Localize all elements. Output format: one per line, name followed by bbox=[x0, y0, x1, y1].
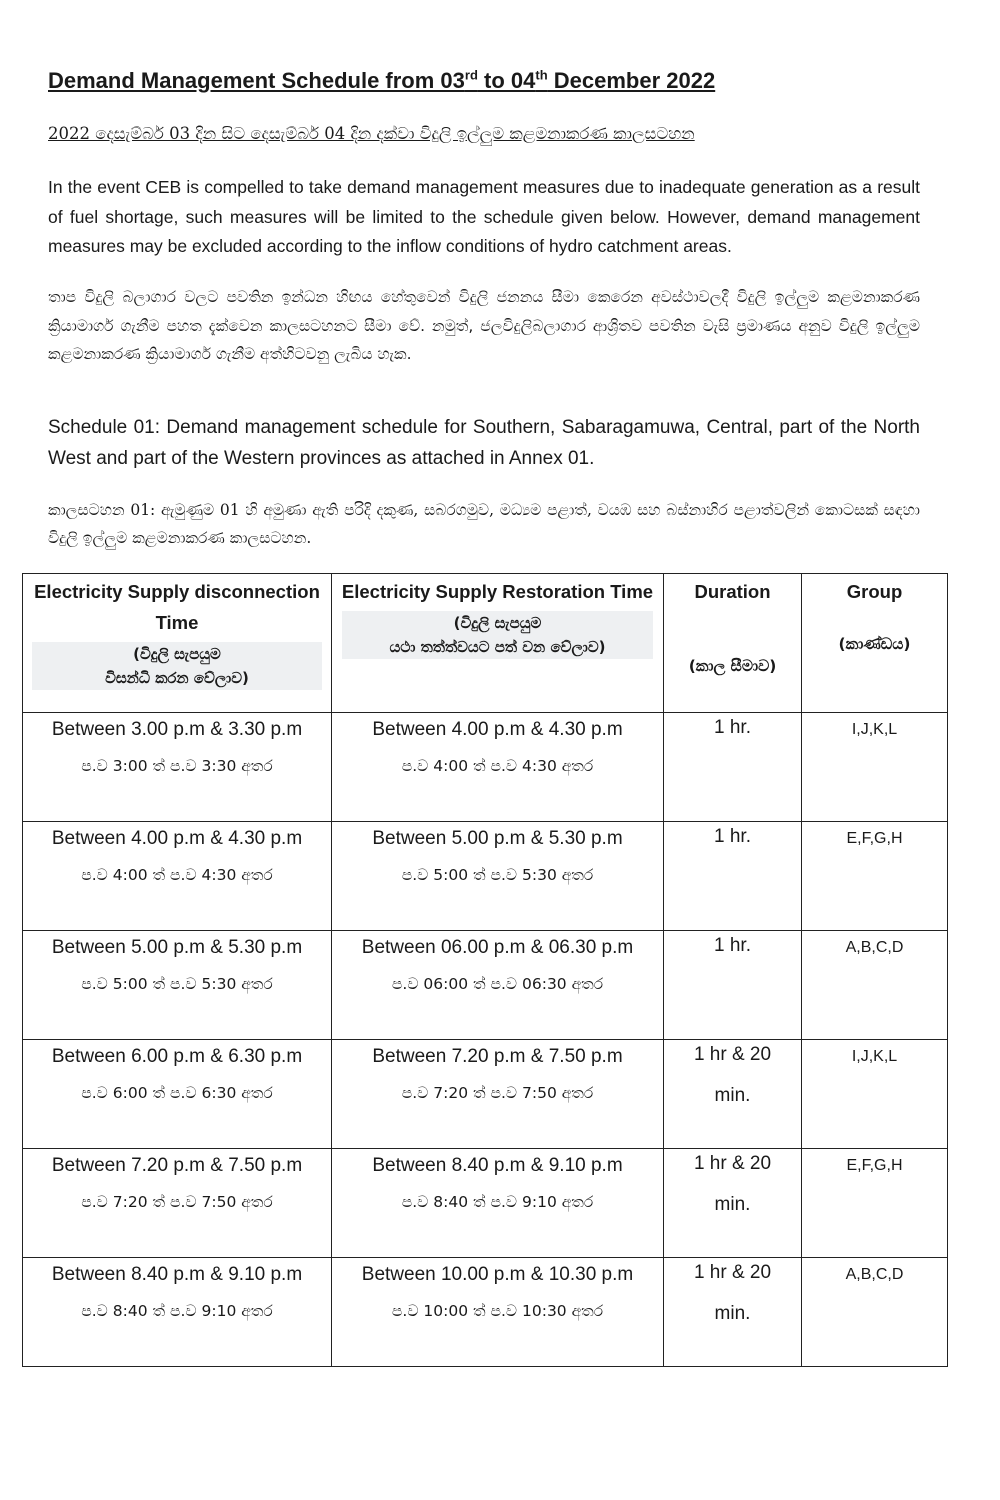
restoration-cell bbox=[332, 1258, 664, 1367]
group-value: E,F,G,H bbox=[846, 1157, 903, 1174]
table-header-row bbox=[23, 574, 948, 713]
group-cell bbox=[802, 1149, 948, 1258]
disconnection-time-sinhala: ප.ව 5:00 ත් ප.ව 5:30 අතර bbox=[81, 975, 273, 993]
restoration-time: Between 06.00 p.m & 06.30 p.m bbox=[361, 937, 634, 958]
group-value: I,J,K,L bbox=[851, 721, 898, 738]
duration-value: 1 hr. bbox=[714, 935, 751, 956]
schedule-description-english: Schedule 01: Demand management schedule for Southern, Sabaragamuwa, Central, part of the North West and part of the Western provinces as attached in Annex 01. bbox=[48, 417, 920, 469]
header-restoration-label-sinhala bbox=[342, 611, 653, 659]
title-superscript-th: th bbox=[535, 67, 548, 83]
restoration-time: Between 7.20 p.m & 7.50 p.m bbox=[372, 1046, 623, 1067]
disconnection-cell bbox=[23, 713, 332, 822]
restoration-time-sinhala: ප.ව 4:00 ත් ප.ව 4:30 අතර bbox=[401, 757, 594, 775]
restoration-cell bbox=[332, 1040, 664, 1149]
duration-cell bbox=[664, 1258, 802, 1367]
duration-value: 1 hr & 20 min. bbox=[693, 1044, 772, 1106]
table-row bbox=[23, 713, 948, 822]
disconnection-time: Between 7.20 p.m & 7.50 p.m bbox=[51, 1155, 303, 1176]
duration-value: 1 hr & 20 min. bbox=[693, 1262, 772, 1324]
restoration-time-sinhala: ප.ව 06:00 ත් ප.ව 06:30 අතර bbox=[391, 975, 604, 993]
disconnection-cell bbox=[23, 822, 332, 931]
duration-cell bbox=[664, 822, 802, 931]
disconnection-cell bbox=[23, 1149, 332, 1258]
page-subtitle-sinhala: 2022 දෙසැම්බර් 03 දින සිට දෙසැම්බර් 04 දින දක්වා විදුලි ඉල්ලුම කළමනාකරණ කාලසටහන bbox=[48, 124, 695, 143]
restoration-cell bbox=[332, 822, 664, 931]
header-group-label-sinhala: (කාණ්ඩය) bbox=[838, 635, 911, 653]
header-disconnection-sinhala-line-1: (විදුලි සැපයුම bbox=[133, 645, 221, 663]
disconnection-time: Between 6.00 p.m & 6.30 p.m bbox=[51, 1046, 303, 1067]
title-text-end: December 2022 bbox=[547, 68, 716, 93]
schedule-description-sinhala: කාලසටහන 01: ඇමුණුම 01 හි අමුණා ඇති පරිදි දකුණ, සබරගමුව, මධ්‍යම පළාත්, වයඹ සහ බස්නාහිර පළාත්වලින් කොටසක් සඳහා විදුලි ඉල්ලුම කළමනාකරණ කාලසටහන. bbox=[48, 501, 920, 547]
disconnection-time: Between 8.40 p.m & 9.10 p.m bbox=[51, 1264, 303, 1285]
disconnection-time-sinhala: ප.ව 8:40 ත් ප.ව 9:10 අතර bbox=[81, 1302, 273, 1320]
duration-value: 1 hr. bbox=[714, 717, 751, 738]
disconnection-time-sinhala: ප.ව 7:20 ත් ප.ව 7:50 අතර bbox=[81, 1193, 273, 1211]
restoration-time: Between 4.00 p.m & 4.30 p.m bbox=[372, 719, 623, 740]
restoration-time: Between 10.00 p.m & 10.30 p.m bbox=[361, 1264, 634, 1285]
restoration-time-sinhala: ප.ව 10:00 ත් ප.ව 10:30 අතර bbox=[391, 1302, 604, 1320]
title-superscript-rd: rd bbox=[464, 67, 478, 83]
table-row bbox=[23, 1040, 948, 1149]
duration-value: 1 hr. bbox=[714, 826, 751, 847]
disconnection-time: Between 5.00 p.m & 5.30 p.m bbox=[51, 937, 303, 958]
restoration-time-sinhala: ප.ව 7:20 ත් ප.ව 7:50 අතර bbox=[401, 1084, 594, 1102]
title-text-middle: to 04 bbox=[477, 68, 536, 93]
duration-cell bbox=[664, 1040, 802, 1149]
disconnection-time-sinhala: ප.ව 4:00 ත් ප.ව 4:30 අතර bbox=[81, 866, 273, 884]
page-title bbox=[48, 68, 715, 94]
group-value: I,J,K,L bbox=[851, 1048, 898, 1065]
disconnection-time: Between 4.00 p.m & 4.30 p.m bbox=[51, 828, 303, 849]
intro-paragraph-english: In the event CEB is compelled to take demand management measures due to inadequate generation as a result of fuel shortage, such measures will be limited to the schedule given below. However, demand management measures may be excluded according to the inflow conditions of hydro catchment areas. bbox=[48, 177, 920, 256]
restoration-time-sinhala: ප.ව 8:40 ත් ප.ව 9:10 අතර bbox=[401, 1193, 594, 1211]
disconnection-cell bbox=[23, 1040, 332, 1149]
header-group bbox=[802, 574, 948, 713]
header-restoration-sinhala-line-2: යථා තත්ත්වයට පත් වන වේලාව) bbox=[389, 638, 606, 656]
schedule-table bbox=[22, 573, 948, 1367]
header-duration bbox=[664, 574, 802, 713]
restoration-cell bbox=[332, 713, 664, 822]
header-restoration-sinhala-line-1: (විදුලි සැපයුම bbox=[453, 614, 542, 632]
group-cell bbox=[802, 713, 948, 822]
header-group-label: Group bbox=[846, 581, 903, 602]
header-duration-label: Duration bbox=[694, 581, 771, 602]
header-duration-label-sinhala: (කාල සීමාව) bbox=[688, 657, 777, 675]
header-disconnection-sinhala-line-2: විසන්ධි කරන වේලාව) bbox=[105, 669, 249, 687]
restoration-time: Between 8.40 p.m & 9.10 p.m bbox=[372, 1155, 623, 1176]
table-row bbox=[23, 931, 948, 1040]
header-disconnection-label-sinhala bbox=[32, 642, 322, 690]
restoration-cell bbox=[332, 1149, 664, 1258]
group-cell bbox=[802, 931, 948, 1040]
restoration-time-sinhala: ප.ව 5:00 ත් ප.ව 5:30 අතර bbox=[401, 866, 594, 884]
duration-cell bbox=[664, 1149, 802, 1258]
disconnection-cell bbox=[23, 931, 332, 1040]
restoration-time: Between 5.00 p.m & 5.30 p.m bbox=[372, 828, 623, 849]
disconnection-time-sinhala: ප.ව 6:00 ත් ප.ව 6:30 අතර bbox=[81, 1084, 273, 1102]
header-disconnection-time bbox=[23, 574, 332, 713]
group-cell bbox=[802, 1258, 948, 1367]
group-value: E,F,G,H bbox=[846, 830, 903, 847]
duration-cell bbox=[664, 931, 802, 1040]
table-row bbox=[23, 822, 948, 931]
group-value: A,B,C,D bbox=[845, 1266, 904, 1283]
table-row bbox=[23, 1149, 948, 1258]
header-disconnection-label: Electricity Supply disconnection Time bbox=[34, 581, 320, 633]
table-row bbox=[23, 1258, 948, 1367]
intro-paragraph-sinhala: තාප විදුලි බලාගාර වලට පවතින ඉන්ධන හිඟය හේතුවෙන් විදුලි ජනනය සීමා කෙරෙන අවස්ථාවලදී විදුලි ඉල්ලුම කළමනාකරණ ක්‍රියාමාර්ග ගැනීම පහත දැක්වෙන කාලසටහනට සීමා වේ. නමුත්, ජලවිදුලිබලාගාර ආශ්‍රිතව පවතින වැසි ප්‍රමාණය අනුව විදුලි ඉල්ලුම කළමනාකරණ ක්‍රියාමාර්ග ගැනීම අත්හිටවනු ලැබිය හැක. bbox=[48, 288, 920, 363]
title-text-start: Demand Management Schedule from 03 bbox=[48, 68, 465, 93]
disconnection-cell bbox=[23, 1258, 332, 1367]
disconnection-time-sinhala: ප.ව 3:00 ත් ප.ව 3:30 අතර bbox=[81, 757, 273, 775]
group-cell bbox=[802, 822, 948, 931]
restoration-cell bbox=[332, 931, 664, 1040]
group-value: A,B,C,D bbox=[845, 939, 904, 956]
disconnection-time: Between 3.00 p.m & 3.30 p.m bbox=[51, 719, 303, 740]
header-restoration-time bbox=[332, 574, 664, 713]
duration-cell bbox=[664, 713, 802, 822]
duration-value: 1 hr & 20 min. bbox=[693, 1153, 772, 1215]
header-restoration-label: Electricity Supply Restoration Time bbox=[341, 581, 654, 602]
group-cell bbox=[802, 1040, 948, 1149]
